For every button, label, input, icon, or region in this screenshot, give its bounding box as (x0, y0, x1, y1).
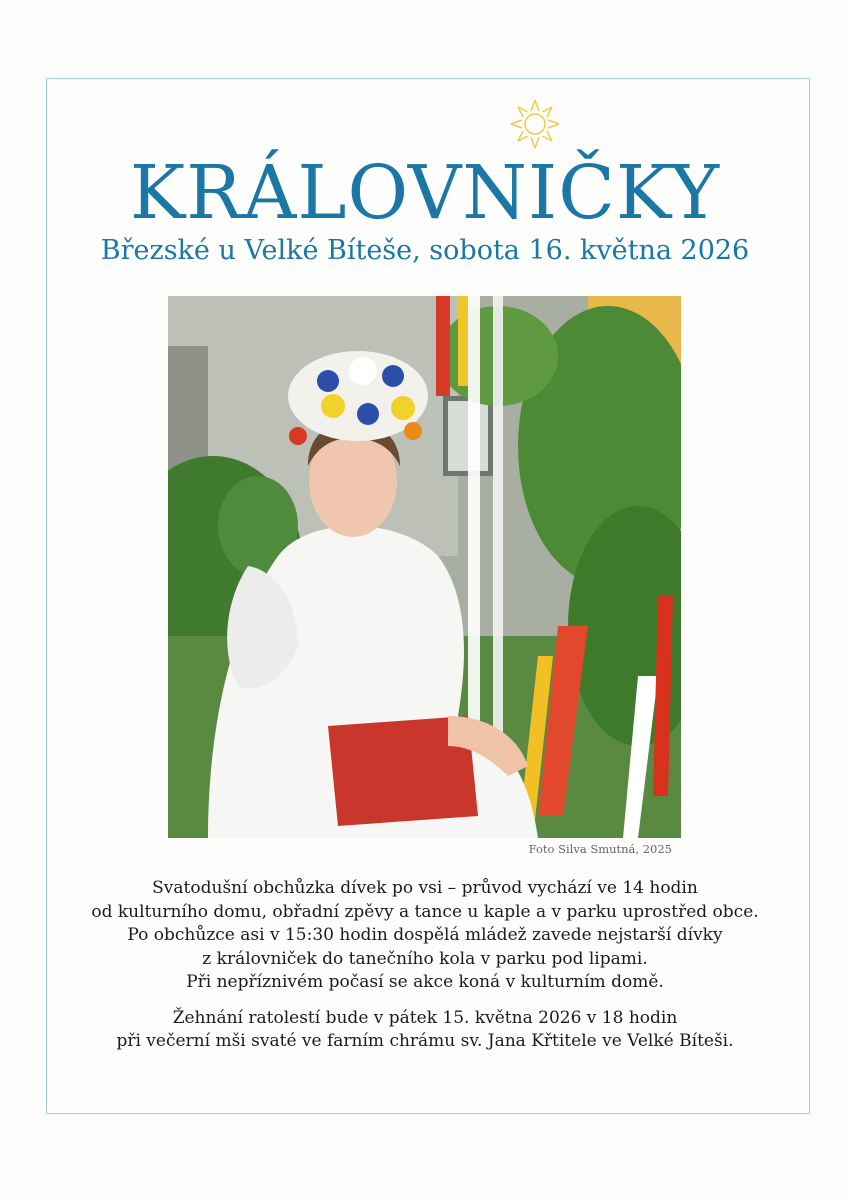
paragraph-program (0, 877, 850, 995)
text-line: Svatodušní obchůzka dívek po vsi – průvod vychází ve 14 hodin (152, 878, 698, 898)
event-description (0, 877, 850, 1054)
paragraph-blessing (0, 1007, 850, 1054)
poster-subtitle: Březské u Velké Bíteše, sobota 16. května 2026 (100, 235, 750, 266)
text-line: od kulturního domu, obřadní zpěvy a tance u kaple a v parku uprostřed obce. (91, 901, 759, 922)
text-line: Při nepříznivém počasí se akce koná v kulturním domě. (186, 972, 664, 992)
text-line: při večerní mši svaté ve farním chrámu sv. Jana Křtitele ve Velké Bíteši. (116, 1031, 734, 1051)
text-line: Po obchůzce asi v 15:30 hodin dospělá mládež zavede nejstarší dívky (127, 925, 723, 945)
text-line: Žehnání ratolestí bude v pátek 15. května 2026 v 18 hodin (172, 1007, 678, 1028)
photo-girl-in-folk-costume (168, 296, 681, 838)
poster-title: KRÁLOVNIČKY (129, 150, 721, 236)
photo-credit: Foto Silva Smutná, 2025 (528, 842, 672, 856)
text-line: z královniček do tanečního kola v parku pod lipami. (202, 948, 648, 969)
sun-icon (508, 97, 562, 151)
